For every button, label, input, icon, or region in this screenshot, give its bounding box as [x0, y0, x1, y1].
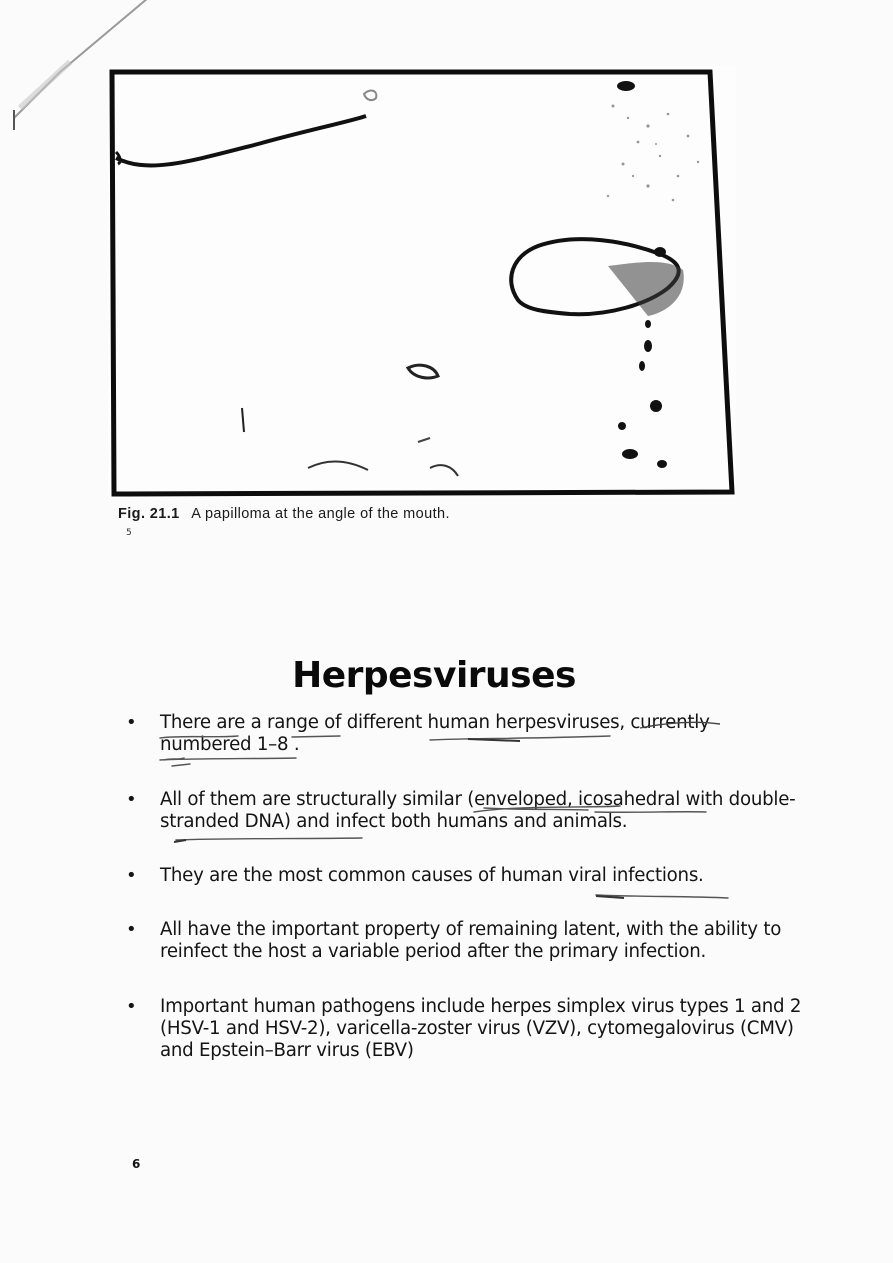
papilloma-photo-image — [108, 66, 736, 498]
figure-caption-text: A papilloma at the angle of the mouth. — [191, 506, 450, 522]
bullet-item: • Important human pathogens include herpes simplex virus types 1 and 2 (HSV-1 and HSV-2), varicella-zoster virus (VZV), cytomegalovirus (CMV) and Epstein–Barr virus (EBV) — [126, 996, 806, 1062]
bullet-item: • They are the most common causes of human viral infections. — [126, 865, 806, 887]
figure-mark: 5 — [126, 528, 132, 538]
page-number: 6 — [132, 1157, 141, 1171]
bullet-list — [126, 712, 806, 1062]
figure-label: Fig. 21.1 — [118, 506, 180, 522]
figure-caption — [118, 506, 450, 522]
papilloma-figure — [108, 66, 736, 498]
section-title: Herpesviruses — [292, 655, 576, 696]
bullet-item: • All have the important property of remaining latent, with the ability to reinfect the host a variable period after the primary infection. — [126, 919, 806, 963]
bullet-item: • There are a range of different human herpesviruses, currently numbered 1–8 . — [126, 712, 806, 756]
bullet-item: • All of them are structurally similar (enveloped, icosahedral with double-stranded DNA) and infect both humans and animals. — [126, 789, 806, 833]
